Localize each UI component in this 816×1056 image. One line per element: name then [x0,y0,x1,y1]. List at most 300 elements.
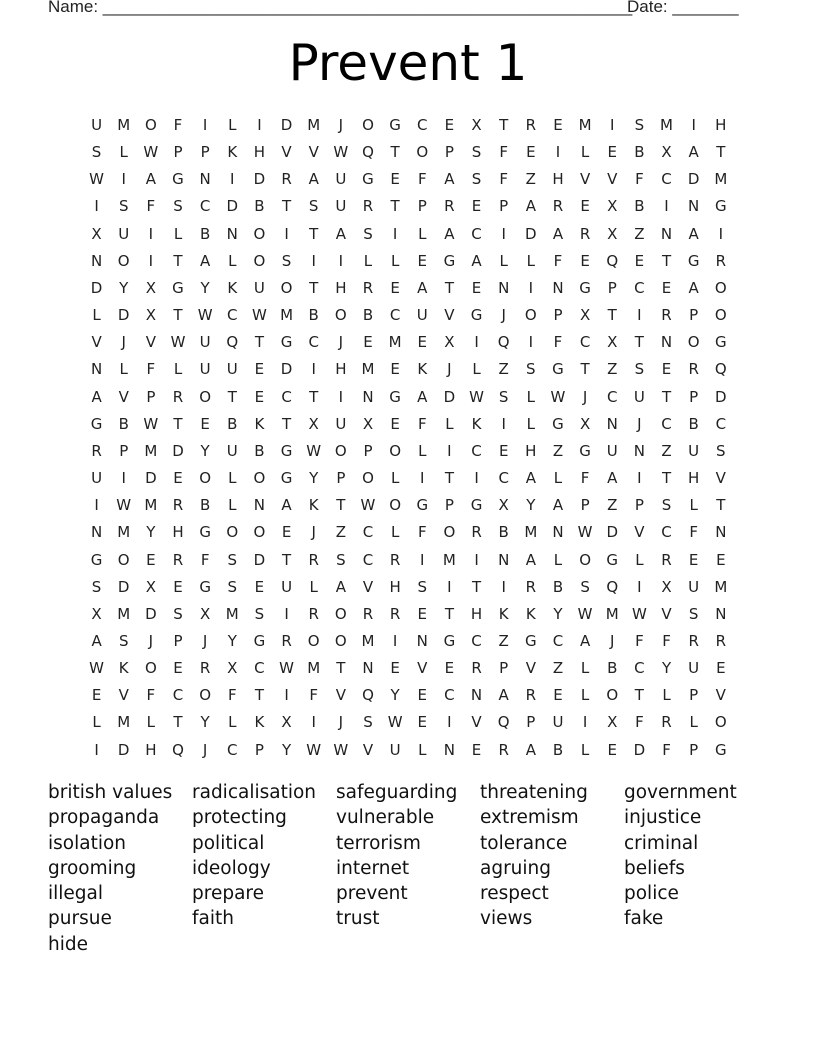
grid-letter[interactable]: T [254,686,264,705]
grid-letter[interactable]: T [309,387,319,406]
grid-letter[interactable]: H [688,469,700,488]
grid-letter[interactable]: E [173,469,183,488]
grid-letter[interactable]: W [387,713,403,732]
grid-letter[interactable]: G [714,197,727,216]
grid-letter[interactable]: T [309,224,319,243]
grid-letter[interactable]: S [580,577,590,596]
grid-letter[interactable]: U [253,278,265,297]
grid-letter[interactable]: I [338,251,344,270]
grid-letter[interactable]: M [605,604,619,623]
grid-letter[interactable]: J [338,333,344,352]
grid-letter[interactable]: P [254,740,264,759]
grid-letter[interactable]: W [360,496,376,515]
grid-letter[interactable]: O [199,686,212,705]
grid-letter[interactable]: G [280,333,293,352]
grid-letter[interactable]: O [226,523,239,542]
grid-letter[interactable]: I [338,387,344,406]
grid-letter[interactable]: T [499,116,509,134]
grid-letter[interactable]: I [501,577,506,596]
grid-letter[interactable]: C [661,170,672,189]
grid-letter[interactable]: E [444,116,455,134]
grid-letter[interactable]: R [471,659,482,678]
grid-letter[interactable]: N [443,740,456,759]
grid-letter[interactable]: C [607,387,618,406]
grid-letter[interactable]: O [253,251,266,270]
grid-letter[interactable]: E [553,686,563,705]
grid-letter[interactable]: N [633,441,645,460]
grid-letter[interactable]: E [254,360,265,379]
grid-letter[interactable]: L [119,360,128,379]
grid-letter[interactable]: F [146,686,156,705]
grid-letter[interactable]: E [417,713,427,732]
grid-letter[interactable]: G [280,469,293,488]
grid-letter[interactable]: X [471,116,482,134]
grid-letter[interactable]: G [443,631,456,650]
grid-letter[interactable]: I [311,360,316,379]
grid-letter[interactable]: N [660,333,673,352]
grid-letter[interactable]: B [552,577,564,596]
grid-letter[interactable]: E [580,197,590,216]
grid-letter[interactable]: B [254,441,265,460]
grid-letter[interactable]: U [633,387,645,406]
grid-letter[interactable]: C [661,414,672,433]
grid-letter[interactable]: I [284,604,289,623]
grid-letter[interactable]: J [202,631,208,650]
grid-letter[interactable]: J [121,333,126,352]
grid-letter[interactable]: I [420,550,425,569]
grid-letter[interactable]: X [498,496,509,515]
grid-letter[interactable]: E [146,550,156,569]
grid-letter[interactable]: E [390,278,400,297]
grid-letter[interactable]: I [501,224,506,243]
grid-letter[interactable]: N [90,251,103,270]
grid-letter[interactable]: E [281,523,292,542]
grid-letter[interactable]: Y [200,713,210,732]
grid-letter[interactable]: D [117,306,130,325]
grid-letter[interactable]: L [662,686,671,705]
grid-letter[interactable]: T [661,469,672,488]
grid-letter[interactable]: W [170,333,186,352]
grid-letter[interactable]: Z [607,360,618,379]
grid-letter[interactable]: I [474,550,479,569]
grid-letter[interactable]: G [280,441,293,460]
grid-letter[interactable]: X [227,659,238,678]
grid-letter[interactable]: U [91,469,103,488]
grid-letter[interactable]: L [119,143,128,162]
grid-letter[interactable]: L [92,713,101,732]
grid-letter[interactable]: V [715,686,726,705]
grid-letter[interactable]: U [688,577,700,596]
grid-letter[interactable]: B [227,414,238,433]
grid-letter[interactable]: G [90,414,103,433]
grid-letter[interactable]: F [499,143,508,162]
grid-letter[interactable]: Z [552,441,564,460]
grid-letter[interactable]: D [145,469,157,488]
grid-letter[interactable]: L [309,577,318,596]
grid-letter[interactable]: E [363,333,373,352]
grid-letter[interactable]: L [228,469,237,488]
grid-letter[interactable]: H [172,523,184,542]
grid-letter[interactable]: D [226,197,239,216]
grid-letter[interactable]: R [308,550,319,569]
grid-letter[interactable]: U [118,224,130,243]
grid-letter[interactable]: Q [497,333,510,352]
grid-letter[interactable]: U [226,441,238,460]
grid-letter[interactable]: W [89,659,104,678]
grid-letter[interactable]: A [417,278,428,297]
grid-letter[interactable]: M [117,116,131,134]
grid-letter[interactable]: A [145,170,156,189]
grid-letter[interactable]: H [715,116,727,134]
grid-letter[interactable]: F [635,631,644,650]
grid-letter[interactable]: A [688,143,699,162]
grid-letter[interactable]: S [716,441,726,460]
grid-letter[interactable]: W [333,740,349,759]
grid-letter[interactable]: A [335,224,346,243]
grid-letter[interactable]: E [417,686,427,705]
grid-letter[interactable]: O [280,278,293,297]
grid-letter[interactable]: G [443,251,456,270]
grid-letter[interactable]: R [688,360,699,379]
grid-letter[interactable]: W [143,414,159,433]
grid-letter[interactable]: Z [607,496,618,515]
grid-letter[interactable]: W [469,387,484,406]
grid-letter[interactable]: H [145,740,157,759]
grid-letter[interactable]: O [362,469,374,488]
grid-letter[interactable]: G [199,523,211,542]
grid-letter[interactable]: H [253,143,266,162]
grid-letter[interactable]: C [552,631,564,650]
grid-letter[interactable]: A [308,170,319,189]
grid-letter[interactable]: A [200,251,211,270]
grid-letter[interactable]: T [661,251,672,270]
grid-letter[interactable]: U [335,170,347,189]
grid-letter[interactable]: Y [309,469,319,488]
grid-letter[interactable]: R [715,251,727,270]
grid-letter[interactable]: L [445,414,454,433]
grid-letter[interactable]: Y [119,278,129,297]
grid-letter[interactable]: A [688,224,699,243]
grid-letter[interactable]: U [199,360,211,379]
grid-letter[interactable]: P [499,659,509,678]
grid-letter[interactable]: M [144,441,158,460]
grid-letter[interactable]: G [579,278,591,297]
grid-letter[interactable]: V [362,577,374,596]
grid-letter[interactable]: S [688,604,699,623]
grid-letter[interactable]: I [664,197,669,216]
grid-letter[interactable]: U [226,360,238,379]
grid-letter[interactable]: M [225,604,239,623]
grid-letter[interactable]: P [444,496,454,515]
grid-letter[interactable]: L [146,713,156,732]
grid-letter[interactable]: S [498,387,509,406]
grid-letter[interactable]: O [334,631,347,650]
grid-letter[interactable]: E [390,659,400,678]
grid-letter[interactable]: C [634,278,645,297]
grid-letter[interactable]: M [117,604,131,623]
grid-letter[interactable]: F [553,333,563,352]
grid-letter[interactable]: A [525,740,536,759]
grid-letter[interactable]: I [555,143,561,162]
grid-letter[interactable]: F [689,523,698,542]
grid-letter[interactable]: G [416,496,429,515]
grid-letter[interactable]: V [145,333,156,352]
grid-letter[interactable]: I [474,333,479,352]
grid-letter[interactable]: G [714,740,727,759]
grid-letter[interactable]: O [334,441,347,460]
grid-letter[interactable]: S [227,550,238,569]
grid-letter[interactable]: H [470,604,483,623]
grid-letter[interactable]: O [714,306,727,325]
grid-letter[interactable]: S [363,224,373,243]
grid-letter[interactable]: I [718,224,724,243]
grid-letter[interactable]: O [253,224,266,243]
grid-letter[interactable]: F [200,550,210,569]
grid-letter[interactable]: V [444,306,455,325]
grid-letter[interactable]: X [661,577,672,596]
grid-letter[interactable]: W [143,143,159,162]
grid-letter[interactable]: V [417,659,428,678]
grid-letter[interactable]: G [606,550,619,569]
grid-letter[interactable]: L [635,550,644,569]
grid-letter[interactable]: E [634,251,645,270]
grid-letter[interactable]: N [90,360,103,379]
grid-letter[interactable]: F [499,170,508,189]
grid-letter[interactable]: R [661,713,672,732]
grid-letter[interactable]: I [637,469,642,488]
grid-letter[interactable]: S [417,577,428,596]
grid-letter[interactable]: C [308,333,319,352]
grid-letter[interactable]: C [444,686,455,705]
grid-letter[interactable]: D [253,170,266,189]
grid-letter[interactable]: O [524,306,537,325]
grid-letter[interactable]: E [471,740,482,759]
grid-letter[interactable]: T [390,143,400,162]
grid-letter[interactable]: R [362,604,374,623]
grid-letter[interactable]: L [390,251,400,270]
grid-letter[interactable]: T [173,251,183,270]
grid-letter[interactable]: G [362,170,374,189]
grid-letter[interactable]: Z [498,631,509,650]
grid-letter[interactable]: P [173,143,183,162]
grid-letter[interactable]: O [307,631,320,650]
grid-letter[interactable]: W [306,740,322,759]
grid-letter[interactable]: G [199,577,211,596]
grid-letter[interactable]: U [389,740,401,759]
grid-letter[interactable]: L [418,740,427,759]
grid-letter[interactable]: M [714,577,728,596]
grid-letter[interactable]: R [389,550,401,569]
grid-letter[interactable]: P [689,740,699,759]
grid-letter[interactable]: K [498,604,509,623]
grid-letter[interactable]: R [172,387,184,406]
grid-letter[interactable]: Y [200,441,210,460]
grid-letter[interactable]: B [634,197,645,216]
grid-letter[interactable]: L [580,740,590,759]
grid-letter[interactable]: J [501,306,506,325]
grid-letter[interactable]: O [416,143,429,162]
grid-letter[interactable]: J [148,631,154,650]
grid-letter[interactable]: W [333,143,349,162]
grid-letter[interactable]: F [662,631,671,650]
grid-letter[interactable]: M [307,116,321,134]
grid-letter[interactable]: R [172,496,184,515]
grid-letter[interactable]: L [92,306,101,325]
grid-letter[interactable]: Q [226,333,239,352]
grid-letter[interactable]: J [311,523,316,542]
grid-letter[interactable]: P [336,469,346,488]
grid-letter[interactable]: N [688,197,700,216]
grid-letter[interactable]: R [552,197,564,216]
grid-letter[interactable]: U [606,441,618,460]
grid-letter[interactable]: I [257,116,262,134]
grid-letter[interactable]: W [550,387,566,406]
grid-letter[interactable]: D [145,604,157,623]
grid-letter[interactable]: S [336,550,346,569]
grid-letter[interactable]: I [284,224,289,243]
grid-letter[interactable]: L [499,251,508,270]
grid-letter[interactable]: N [606,414,618,433]
grid-letter[interactable]: I [420,469,425,488]
grid-letter[interactable]: C [661,523,672,542]
grid-letter[interactable]: L [689,713,698,732]
grid-letter[interactable]: L [472,360,481,379]
grid-letter[interactable]: L [580,143,590,162]
grid-letter[interactable]: L [689,496,698,515]
grid-letter[interactable]: X [607,224,618,243]
grid-letter[interactable]: T [281,197,292,216]
grid-letter[interactable]: K [254,414,265,433]
grid-letter[interactable]: E [444,659,455,678]
grid-letter[interactable]: E [716,659,726,678]
grid-letter[interactable]: N [362,387,374,406]
grid-letter[interactable]: S [91,577,102,596]
grid-letter[interactable]: F [635,713,644,732]
grid-letter[interactable]: F [146,197,156,216]
grid-letter[interactable]: W [116,496,132,515]
grid-letter[interactable]: O [199,469,212,488]
grid-letter[interactable]: I [637,577,642,596]
grid-letter[interactable]: P [417,197,427,216]
grid-letter[interactable]: O [117,251,130,270]
grid-letter[interactable]: A [417,387,428,406]
grid-letter[interactable]: R [444,197,455,216]
grid-letter[interactable]: U [688,659,700,678]
grid-letter[interactable]: I [121,469,126,488]
grid-letter[interactable]: I [94,740,99,759]
grid-letter[interactable]: I [121,170,126,189]
grid-letter[interactable]: T [173,306,183,325]
grid-letter[interactable]: I [582,713,588,732]
grid-letter[interactable]: I [447,713,452,732]
grid-letter[interactable]: I [148,251,154,270]
grid-letter[interactable]: X [145,278,156,297]
grid-letter[interactable]: W [577,604,593,623]
grid-letter[interactable]: A [688,278,699,297]
grid-letter[interactable]: V [607,170,618,189]
grid-letter[interactable]: V [335,686,346,705]
grid-letter[interactable]: X [308,414,319,433]
grid-letter[interactable]: X [661,143,672,162]
grid-letter[interactable]: X [607,333,618,352]
grid-letter[interactable]: P [526,713,536,732]
grid-letter[interactable]: G [172,278,184,297]
grid-letter[interactable]: A [444,170,455,189]
grid-letter[interactable]: W [631,604,647,623]
grid-letter[interactable]: V [634,523,645,542]
grid-letter[interactable]: E [471,197,482,216]
grid-letter[interactable]: A [281,496,292,515]
grid-letter[interactable]: C [417,116,428,134]
grid-letter[interactable]: U [91,116,103,134]
grid-letter[interactable]: K [471,414,482,433]
grid-letter[interactable]: H [335,360,347,379]
grid-letter[interactable]: M [442,550,456,569]
grid-letter[interactable]: T [607,306,617,325]
grid-letter[interactable]: O [334,604,347,623]
grid-letter[interactable]: O [389,441,402,460]
grid-letter[interactable]: N [498,550,510,569]
grid-letter[interactable]: R [172,550,184,569]
grid-letter[interactable]: M [578,116,592,134]
grid-letter[interactable]: E [390,170,400,189]
grid-letter[interactable]: I [528,278,534,297]
grid-letter[interactable]: S [173,604,183,623]
grid-letter[interactable]: M [361,631,375,650]
grid-letter[interactable]: D [117,577,130,596]
grid-letter[interactable]: O [389,496,402,515]
grid-letter[interactable]: L [173,360,183,379]
grid-letter[interactable]: T [281,414,292,433]
grid-letter[interactable]: P [607,278,617,297]
grid-letter[interactable]: A [525,550,536,569]
grid-letter[interactable]: Z [498,360,509,379]
grid-letter[interactable]: K [308,496,319,515]
grid-letter[interactable]: N [470,686,483,705]
grid-letter[interactable]: D [443,387,456,406]
grid-letter[interactable]: T [634,333,644,352]
grid-letter[interactable]: Q [497,713,510,732]
grid-letter[interactable]: S [634,116,645,134]
grid-letter[interactable]: Q [362,143,374,162]
grid-letter[interactable]: U [416,306,428,325]
grid-letter[interactable]: P [119,441,129,460]
grid-letter[interactable]: D [280,116,293,134]
grid-letter[interactable]: S [281,251,292,270]
grid-letter[interactable]: F [417,170,427,189]
grid-letter[interactable]: R [281,170,292,189]
grid-letter[interactable]: X [281,713,292,732]
grid-letter[interactable]: Y [526,496,536,515]
grid-letter[interactable]: U [688,441,700,460]
grid-letter[interactable]: R [579,224,591,243]
grid-letter[interactable]: M [117,713,131,732]
grid-letter[interactable]: B [634,143,645,162]
grid-letter[interactable]: N [715,604,727,623]
grid-letter[interactable]: J [338,713,344,732]
grid-letter[interactable]: B [498,523,509,542]
grid-letter[interactable]: V [362,740,374,759]
grid-letter[interactable]: E [417,333,427,352]
grid-letter[interactable]: E [471,278,482,297]
grid-letter[interactable]: J [610,631,615,650]
grid-letter[interactable]: R [525,116,537,134]
grid-letter[interactable]: A [335,577,346,596]
grid-letter[interactable]: Y [661,659,672,678]
grid-letter[interactable]: P [173,631,183,650]
grid-letter[interactable]: Z [335,523,346,542]
grid-letter[interactable]: V [308,143,319,162]
